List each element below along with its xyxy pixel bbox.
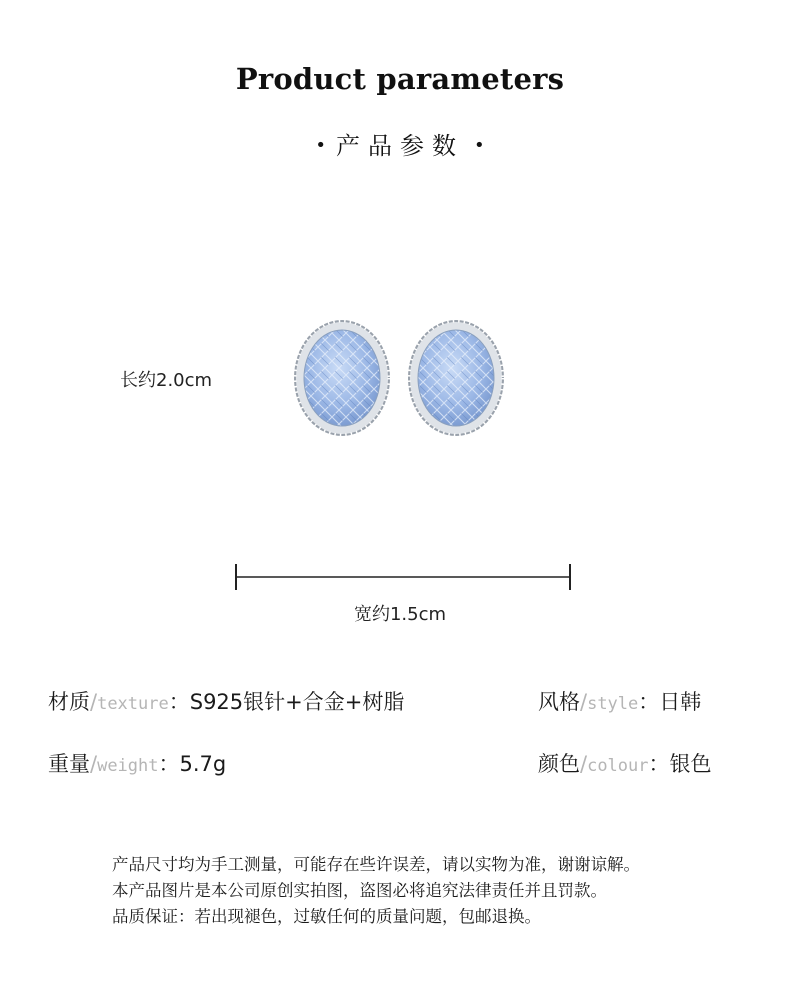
width-label: 宽约1.5cm (353, 604, 447, 625)
page-title: Product parameters (235, 62, 565, 96)
spec-material-en: texture (97, 694, 169, 714)
spec-weight: 重量/weight：5.7g (48, 752, 227, 776)
spec-style: 风格/style：日韩 (538, 690, 702, 714)
spec-material: 材质/texture：S925银针+合金+树脂 (48, 690, 405, 714)
left-earring (295, 321, 389, 435)
note-line: 产品尺寸均为手工测量，可能存在些许误差，请以实物为准，谢谢谅解。 (112, 855, 640, 874)
length-label: 长约2.0cm (120, 370, 213, 391)
bullet-left: • (315, 135, 326, 156)
spec-colour-en: colour (587, 756, 649, 776)
spec-weight-value: 5.7g (179, 752, 227, 776)
note-line: 本产品图片是本公司原创实拍图，盗图必将追究法律责任并且罚款。 (112, 881, 607, 900)
note-line: 品质保证：若出现褪色，过敏任何的质量问题，包邮退换。 (112, 907, 541, 926)
spec-style-value: 日韩 (659, 690, 702, 714)
spec-colour: 颜色/colour：银色 (538, 752, 712, 776)
spec-weight-label: 重量 (48, 752, 90, 776)
page-subtitle (0, 126, 800, 161)
subtitle-text: 产品参数 (336, 132, 464, 160)
spec-style-label: 风格 (538, 690, 580, 714)
spec-style-en: style (587, 694, 639, 714)
width-measure-line (234, 562, 572, 592)
spec-material-value: S925银针+合金+树脂 (189, 690, 405, 714)
spec-colour-value: 银色 (669, 752, 712, 776)
disclaimer-notes (112, 852, 640, 930)
spec-weight-en: weight (97, 756, 159, 776)
bullet-right: • (474, 135, 485, 156)
spec-material-label: 材质 (48, 690, 90, 714)
earrings-product-image (290, 312, 510, 444)
spec-colour-label: 颜色 (538, 752, 580, 776)
right-earring (409, 321, 503, 435)
